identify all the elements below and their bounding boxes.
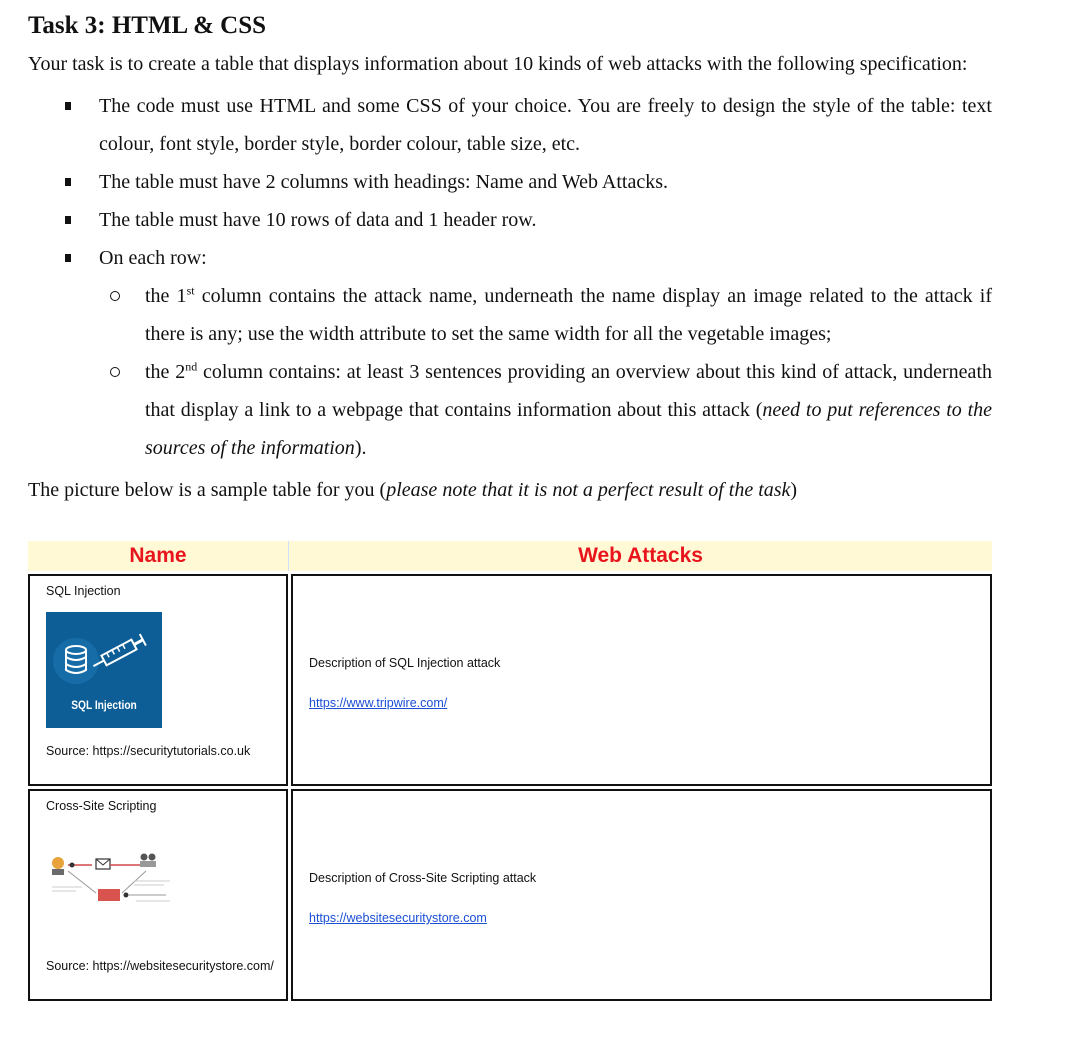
- spec-item-4: On each row: the 1st column contains the attack name, underneath the name display an image related to the attack if there is any; use the width attribute to set the same width for all the vegetable images; the 2nd column contains: at least 3 sentences providing an overview about this kind of attack, underneath that display a link to a webpage that contains information about this attack (need to put references to the sources of the information).: [28, 239, 992, 467]
- square-bullet-icon: [65, 102, 71, 110]
- spec-item-1: The code must use HTML and some CSS of your choice. You are freely to design the style of the table: text colour, font style, border style, border colour, table size, etc.: [28, 87, 992, 163]
- name-cell: [28, 789, 288, 1001]
- task-intro: Your task is to create a table that displays information about 10 kinds of web attacks with the following specification:: [28, 53, 968, 75]
- image-source: Source: https://websitesecuritystore.com/: [46, 959, 274, 973]
- attack-description: Description of SQL Injection attack: [309, 656, 501, 670]
- header-name: Name: [28, 541, 289, 571]
- header-web-attacks: Web Attacks: [578, 544, 703, 567]
- circle-bullet-icon: [110, 291, 120, 301]
- attack-description: Description of Cross-Site Scripting attack: [309, 871, 537, 885]
- attack-name: SQL Injection: [46, 584, 121, 598]
- xss-flow-diagram-icon: [46, 851, 196, 915]
- image-source: Source: https://securitytutorials.co.uk: [46, 744, 251, 758]
- square-bullet-icon: [65, 178, 71, 186]
- task-title: Task 3: HTML & CSS: [28, 12, 267, 39]
- sql-injection-image: [46, 612, 162, 728]
- table-header-row: [28, 541, 992, 571]
- table-row: [28, 574, 992, 786]
- table-row: [28, 789, 992, 1001]
- attack-info-cell: [291, 574, 992, 786]
- attack-name: Cross-Site Scripting: [46, 799, 157, 813]
- sample-table: [28, 541, 992, 1001]
- square-bullet-icon: [65, 254, 71, 262]
- row-spec-sublist: [99, 277, 992, 467]
- sub-item-first-column: the 1st column contains the attack name, underneath the name display an image related to the attack if there is any; use the width attribute to set the same width for all the vegetable images;: [99, 277, 992, 353]
- image-caption: SQL Injection: [71, 698, 137, 712]
- spec-item-2: The table must have 2 columns with headings: Name and Web Attacks.: [28, 163, 992, 201]
- xss-diagram-image: [46, 851, 196, 915]
- sample-note: The picture below is a sample table for you (please note that it is not a perfect result of the task): [28, 479, 798, 501]
- attack-info-cell: [291, 789, 992, 1001]
- spec-list: [28, 87, 992, 467]
- attack-info-link[interactable]: https://www.tripwire.com/: [309, 696, 448, 710]
- spec-item-3: The table must have 10 rows of data and 1 header row.: [28, 201, 992, 239]
- task-document: [28, 10, 992, 503]
- square-bullet-icon: [65, 216, 71, 224]
- sub-item-second-column: the 2nd column contains: at least 3 sentences providing an overview about this kind of attack, underneath that display a link to a webpage that contains information about this attack (need to put references to the sources of the information).: [99, 353, 992, 467]
- circle-bullet-icon: [110, 367, 120, 377]
- attack-info-link[interactable]: https://websitesecuritystore.com: [309, 911, 487, 925]
- name-cell: [28, 574, 288, 786]
